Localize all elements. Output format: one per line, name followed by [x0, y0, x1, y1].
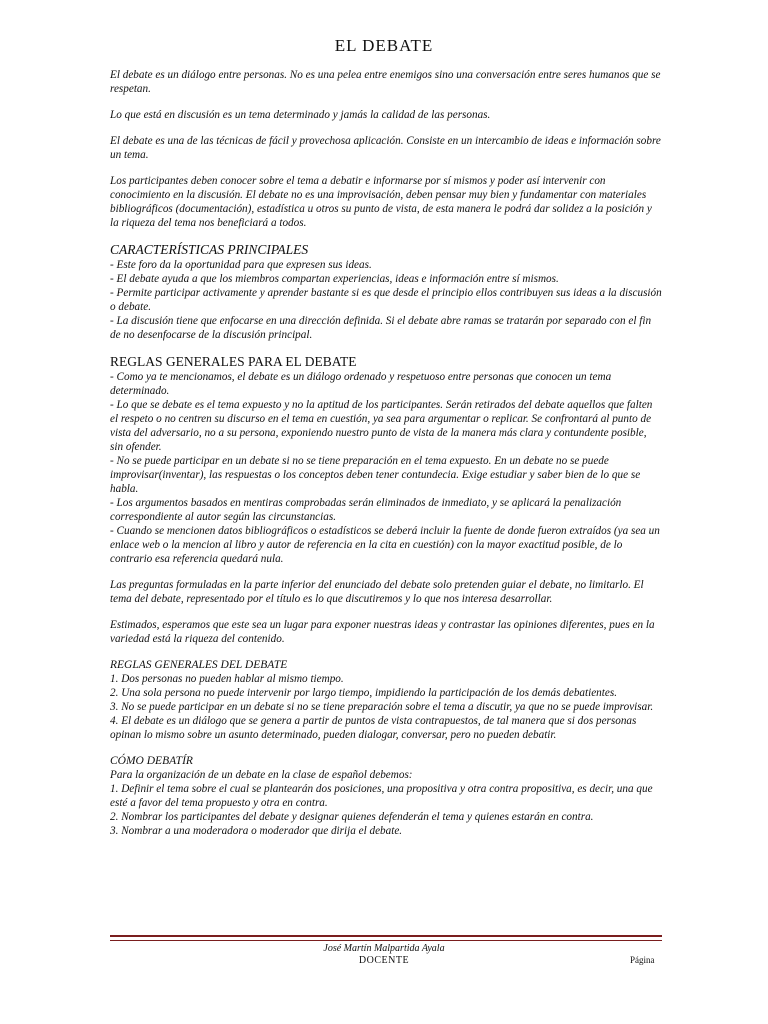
- characteristics-list: [110, 258, 662, 342]
- list-item: 1. Definir el tema sobre el cual se plantearán dos posiciones, una propositiva y otra contra propositiva, es decir, una que esté a favor del tema propuesto y otra en contra.: [110, 783, 653, 809]
- how-to-debate-heading: CÓMO DEBATÍR: [110, 755, 193, 767]
- document-title: EL DEBATE: [334, 36, 434, 55]
- list-item: 3. No se puede participar en un debate si no se tiene preparación sobre el tema a discutir, ya que no se puede improvisar.: [110, 701, 654, 713]
- footer-divider: [110, 935, 662, 941]
- list-item: 2. Nombrar los participantes del debate y designar quienes defenderán el tema y quienes estarán en contra.: [110, 811, 594, 823]
- debate-rules-list: [110, 672, 662, 742]
- rules-heading: REGLAS GENERALES PARA EL DEBATE: [110, 354, 357, 369]
- list-item: - Los argumentos basados en mentiras comprobadas serán eliminados de inmediato, y se aplicará la penalización correspondiente al autor según las circunstancias.: [110, 497, 622, 523]
- intro-paragraph: Lo que está en discusión es un tema determinado y jamás la calidad de las personas.: [110, 109, 491, 121]
- rules-list: [110, 370, 662, 566]
- intro-paragraph: El debate es una de las técnicas de fácil y provechosa aplicación. Consiste en un intercambio de ideas e información sobre un tema.: [110, 135, 661, 161]
- greeting-paragraph: Estimados, esperamos que este sea un lugar para exponer nuestras ideas y contrastar las opiniones diferentes, pues en la variedad está la riqueza del contenido.: [110, 619, 655, 645]
- list-item: 3. Nombrar a una moderadora o moderador que dirija el debate.: [110, 825, 403, 837]
- characteristics-heading: CARACTERÍSTICAS PRINCIPALES: [110, 242, 309, 257]
- how-to-debate-list: [110, 782, 662, 838]
- intro-paragraph: Los participantes deben conocer sobre el tema a debatir e informarse por sí mismos y poder así intervenir con conocimiento en la discusión. El debate no es una improvisación, deben pensar muy bien y fundamentar con materiales bibliográficos (documentación), estadística u otros su punto de vista, de esta manera le podrá dar solidez a la posición y la riqueza del tema nos beneficiará a todos.: [110, 175, 652, 229]
- debate-rules-heading: REGLAS GENERALES DEL DEBATE: [110, 659, 288, 671]
- how-to-debate-intro: Para la organización de un debate en la clase de español debemos:: [110, 769, 413, 781]
- list-item: - Como ya te mencionamos, el debate es un diálogo ordenado y respetuoso entre personas que conocen un tema determinado.: [110, 371, 612, 397]
- footer-role: DOCENTE: [358, 955, 410, 966]
- footer-page-label: Página: [630, 955, 655, 965]
- list-item: 2. Una sola persona no puede intervenir por largo tiempo, impidiendo la participación de los demás debatientes.: [110, 687, 618, 699]
- list-item: - Lo que se debate es el tema expuesto y no la aptitud de los participantes. Serán retirados del debate aquellos que falten el respeto o no centren su discurso en el tema en cuestión, ya sea para argumentar o replicar. Se confrontará al punto de vista del adversario, no a su persona, exponiendo nuestro punto de vista de la manera más clara y contundente posible, sin ofender.: [110, 399, 653, 453]
- intro-paragraph: El debate es un diálogo entre personas. No es una pelea entre enemigos sino una conversación entre seres humanos que se respetan.: [110, 69, 661, 95]
- list-item: - Cuando se mencionen datos bibliográficos o estadísticos se deberá incluir la fuente de donde fueron extraídos (ya sea un enlace web o la mencion al libro y autor de referencia en la cita en cuestión) con la mayor exactitud posible, de lo contrario esa referencia quedará nula.: [110, 525, 660, 565]
- document-body: [110, 68, 662, 850]
- list-item: 4. El debate es un diálogo que se genera a partir de puntos de vista contrapuestos, de tal manera que si dos personas opinan lo mismo sobre un asunto determinado, pueden dialogar, conversar, pero no pueden debatir.: [110, 715, 637, 741]
- questions-paragraph: Las preguntas formuladas en la parte inferior del enunciado del debate solo pretenden guiar el debate, no limitarlo. El tema del debate, representado por el título es lo que discutiremos y lo que nos interesa desarrollar.: [110, 579, 644, 605]
- list-item: 1. Dos personas no pueden hablar al mismo tiempo.: [110, 673, 344, 685]
- list-item: - Este foro da la oportunidad para que expresen sus ideas.: [110, 259, 372, 271]
- list-item: - No se puede participar en un debate si no se tiene preparación en el tema expuesto. En un debate no se puede improvisar(inventar), las respuestas o los conceptos deben tener contundecia. Exige estudiar y saber bien de lo que se habla.: [110, 455, 641, 495]
- footer-author: José Martín Malpartida Ayala: [323, 943, 445, 954]
- list-item: - El debate ayuda a que los miembros compartan experiencias, ideas e información entre sí mismos.: [110, 273, 559, 285]
- list-item: - La discusión tiene que enfocarse en una dirección definida. Si el debate abre ramas se tratarán por separado con el fin de no desenfocarse de la discusión principal.: [110, 315, 652, 341]
- list-item: - Permite participar activamente y aprender bastante si es que desde el principio ellos contribuyen sus ideas a la discusión o debate.: [110, 287, 662, 313]
